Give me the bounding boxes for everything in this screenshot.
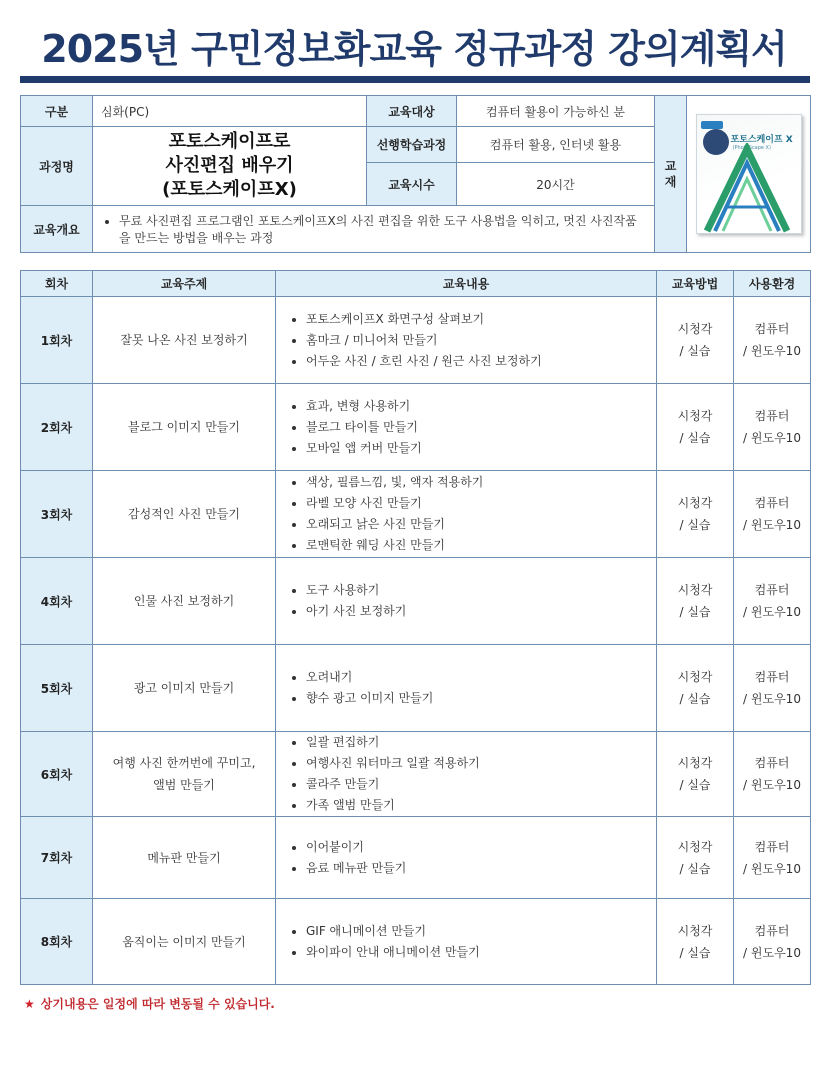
session-content <box>276 817 657 899</box>
publisher-logo <box>701 121 723 129</box>
session-topic: 잘못 나온 사진 보정하기 <box>93 297 276 384</box>
target-value: 컴퓨터 활용이 가능하신 분 <box>457 96 655 127</box>
header-environment: 사용환경 <box>734 271 811 297</box>
hours-label: 교육시수 <box>367 163 457 206</box>
header-topic: 교육주제 <box>93 271 276 297</box>
content-item: • 아기 사진 보정하기 <box>306 601 650 622</box>
content-item: • 어두운 사진 / 흐린 사진 / 원근 사진 보정하기 <box>306 351 650 372</box>
content-item: • 와이파이 안내 애니메이션 만들기 <box>306 942 650 963</box>
content-item: • 로맨틱한 웨딩 사진 만들기 <box>306 535 650 556</box>
book-subtitle: (PhotoScape X) <box>732 145 771 151</box>
hours-value: 20시간 <box>457 163 655 206</box>
target-label: 교육대상 <box>367 96 457 127</box>
content-item: • 콜라주 만들기 <box>306 774 650 795</box>
session-topic: 메뉴판 만들기 <box>93 817 276 899</box>
session-environment: 컴퓨터 / 윈도우10 <box>734 558 811 645</box>
page-title: 2025년 구민정보화교육 정규과정 강의계획서 <box>41 27 787 71</box>
session-content <box>276 471 657 558</box>
content-item: • 라벨 모양 사진 만들기 <box>306 493 650 514</box>
content-item: • 색상, 필름느낌, 빛, 액자 적용하기 <box>306 472 650 493</box>
content-item: • 블로그 타이틀 만들기 <box>306 417 650 438</box>
content-item: • 오려내기 <box>306 667 650 688</box>
session-number: 5회차 <box>21 645 93 732</box>
session-content <box>276 558 657 645</box>
title-divider <box>20 76 810 83</box>
schedule-table <box>20 270 811 985</box>
session-method: 시청각 / 실습 <box>657 645 734 732</box>
content-item: • 모바일 앱 커버 만들기 <box>306 438 650 459</box>
session-number: 1회차 <box>21 297 93 384</box>
course-name: 포토스케이프로 사진편집 배우기 (포토스케이프X) <box>93 127 367 206</box>
content-item: • 효과, 변형 사용하기 <box>306 396 650 417</box>
session-environment: 컴퓨터 / 윈도우10 <box>734 732 811 817</box>
table-row <box>21 558 811 645</box>
prereq-label: 선행학습과정 <box>367 127 457 163</box>
session-method: 시청각 / 실습 <box>657 471 734 558</box>
session-topic: 인물 사진 보정하기 <box>93 558 276 645</box>
content-item: • 일괄 편집하기 <box>306 732 650 753</box>
content-item: • 도구 사용하기 <box>306 580 650 601</box>
session-method: 시청각 / 실습 <box>657 297 734 384</box>
category-value: 심화(PC) <box>93 96 367 127</box>
book-title: 포토스케이프 X <box>730 135 793 145</box>
content-item: • 향수 광고 이미지 만들기 <box>306 688 650 709</box>
session-topic: 블로그 이미지 만들기 <box>93 384 276 471</box>
session-topic: 움직이는 이미지 만들기 <box>93 899 276 985</box>
footnote-text: 상기내용은 일정에 따라 변동될 수 있습니다. <box>40 997 275 1011</box>
content-item: • 포토스케이프X 화면구성 살펴보기 <box>306 309 650 330</box>
session-environment: 컴퓨터 / 윈도우10 <box>734 899 811 985</box>
session-method: 시청각 / 실습 <box>657 384 734 471</box>
session-environment: 컴퓨터 / 윈도우10 <box>734 817 811 899</box>
session-environment: 컴퓨터 / 윈도우10 <box>734 297 811 384</box>
overview-label: 교육개요 <box>21 206 93 253</box>
textbook-label: 교 재 <box>655 96 687 253</box>
session-number: 2회차 <box>21 384 93 471</box>
session-number: 4회차 <box>21 558 93 645</box>
session-content <box>276 899 657 985</box>
session-environment: 컴퓨터 / 윈도우10 <box>734 384 811 471</box>
table-row <box>21 645 811 732</box>
prereq-value: 컴퓨터 활용, 인터넷 활용 <box>457 127 655 163</box>
session-environment: 컴퓨터 / 윈도우10 <box>734 645 811 732</box>
content-item: • 이어붙이기 <box>306 837 650 858</box>
star-icon: ★ <box>24 997 35 1011</box>
session-method: 시청각 / 실습 <box>657 817 734 899</box>
overview-content <box>93 206 655 253</box>
header-content: 교육내용 <box>276 271 657 297</box>
textbook-cover-image <box>696 114 802 234</box>
session-method: 시청각 / 실습 <box>657 732 734 817</box>
table-row <box>21 297 811 384</box>
table-row <box>21 471 811 558</box>
content-item: • 오래되고 낡은 사진 만들기 <box>306 514 650 535</box>
header-method: 교육방법 <box>657 271 734 297</box>
textbook-cell <box>687 96 811 253</box>
content-item: • GIF 애니메이션 만들기 <box>306 921 650 942</box>
footnote <box>24 995 275 1012</box>
session-number: 3회차 <box>21 471 93 558</box>
session-number: 8회차 <box>21 899 93 985</box>
session-content <box>276 645 657 732</box>
session-number: 6회차 <box>21 732 93 817</box>
session-content <box>276 384 657 471</box>
session-topic: 감성적인 사진 만들기 <box>93 471 276 558</box>
cover-letter-a-graphic <box>697 143 801 233</box>
session-content <box>276 297 657 384</box>
session-method: 시청각 / 실습 <box>657 558 734 645</box>
course-info-table <box>20 95 811 253</box>
session-number: 7회차 <box>21 817 93 899</box>
content-item: • 가족 앨범 만들기 <box>306 795 650 816</box>
session-content <box>276 732 657 817</box>
table-row <box>21 817 811 899</box>
content-item: • 여행사진 워터마크 일괄 적용하기 <box>306 753 650 774</box>
overview-text: • 무료 사진편집 프로그램인 포토스케이프X의 사진 편집을 위한 도구 사용법을 익히고, 멋진 사진작품을 만드는 방법을 배우는 과정 <box>119 212 644 246</box>
course-name-label: 과정명 <box>21 127 93 206</box>
table-row <box>21 732 811 817</box>
session-topic: 여행 사진 한꺼번에 꾸미고, 앨범 만들기 <box>93 732 276 817</box>
table-row <box>21 899 811 985</box>
table-row <box>21 384 811 471</box>
content-item: • 음료 메뉴판 만들기 <box>306 858 650 879</box>
session-topic: 광고 이미지 만들기 <box>93 645 276 732</box>
session-method: 시청각 / 실습 <box>657 899 734 985</box>
header-session: 회차 <box>21 271 93 297</box>
schedule-header-row <box>21 271 811 297</box>
content-item: • 홈마크 / 미니어처 만들기 <box>306 330 650 351</box>
category-label: 구분 <box>21 96 93 127</box>
session-environment: 컴퓨터 / 윈도우10 <box>734 471 811 558</box>
